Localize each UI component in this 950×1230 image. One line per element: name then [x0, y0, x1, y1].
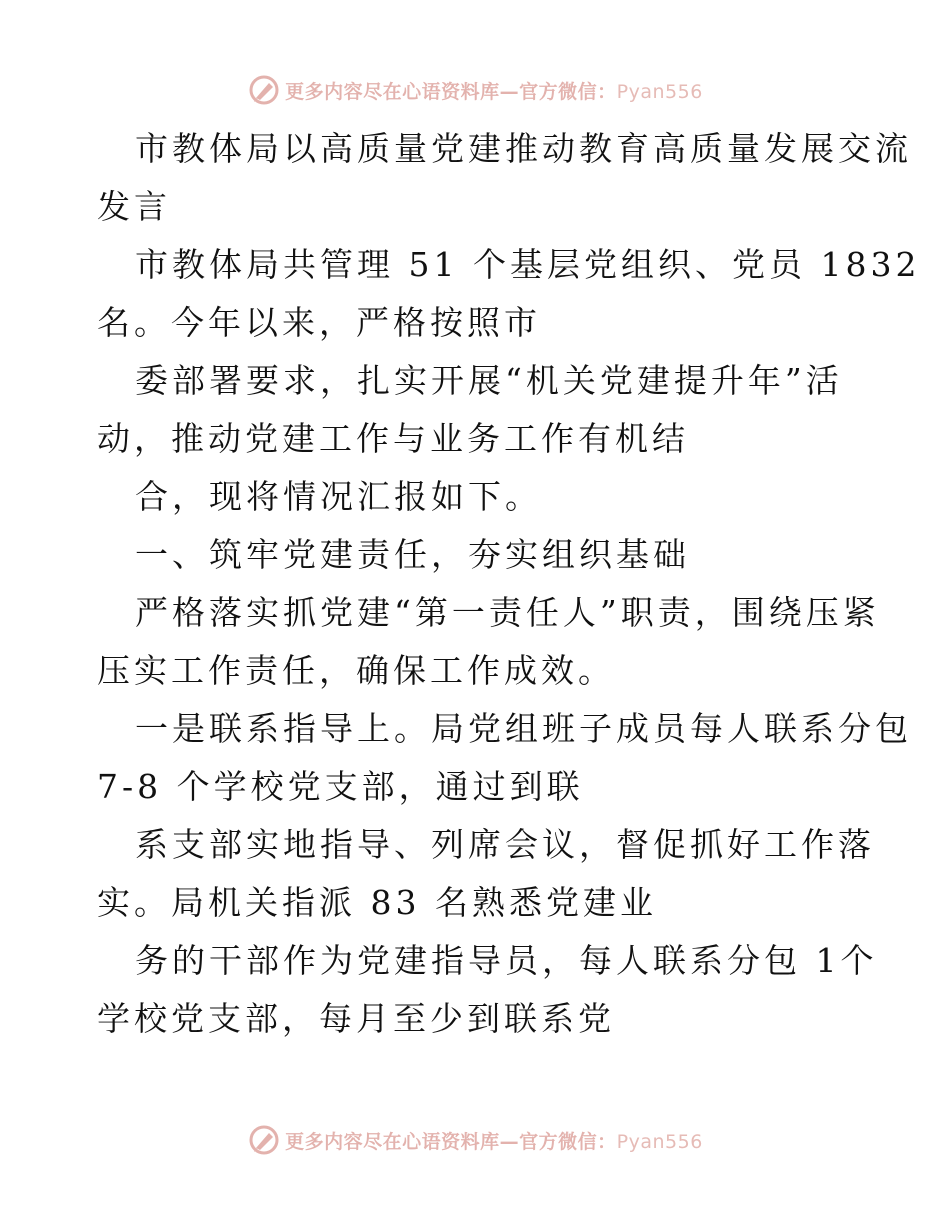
paragraph-line: 实。局机关指派 83 名熟悉党建业: [97, 883, 657, 922]
paragraph-line: 一是联系指导上。局党组班子成员每人联系分包: [135, 709, 912, 748]
paragraph-line: 务的干部作为党建指导员，每人联系分包 1个: [135, 941, 878, 980]
document-body: [97, 120, 921, 1048]
watermark-wechat-id: Pyan556: [616, 80, 703, 103]
header-watermark: [0, 70, 950, 110]
paragraph-line: 委部署要求，扎实开展“机关党建提升年”活: [135, 361, 843, 400]
pen-logo-icon: [247, 1123, 281, 1157]
paragraph-line: 压实工作责任，确保工作成效。: [97, 651, 615, 690]
paragraph-line: 严格落实抓党建“第一责任人”职责，围绕压紧: [135, 593, 880, 632]
section-heading: 一、筑牢党建责任，夯实组织基础: [135, 535, 690, 574]
paragraph-line: 市教体局共管理 51 个基层党组织、党员 1832: [135, 245, 921, 284]
watermark-text: [285, 77, 703, 104]
paragraph-line: 学校党支部，每月至少到联系党: [97, 999, 615, 1038]
paragraph-line: 系支部实地指导、列席会议，督促抓好工作落: [135, 825, 875, 864]
doc-title-line-1: 市教体局以高质量党建推动教育高质量发展交流: [135, 129, 912, 168]
doc-title-line-2: 发言: [97, 187, 171, 226]
watermark-label: 更多内容尽在心语资料库—官方微信：: [285, 80, 617, 103]
paragraph-line: 7-8 个学校党支部，通过到联: [97, 767, 584, 806]
pen-logo-icon: [247, 73, 281, 107]
paragraph-line: 名。今年以来，严格按照市: [97, 303, 541, 342]
watermark-wechat-id: Pyan556: [616, 1130, 703, 1153]
watermark-label: 更多内容尽在心语资料库—官方微信：: [285, 1130, 617, 1153]
paragraph-line: 合，现将情况汇报如下。: [135, 477, 542, 516]
watermark-text: [285, 1127, 703, 1154]
footer-watermark: [0, 1120, 950, 1160]
paragraph-line: 动，推动党建工作与业务工作有机结: [97, 419, 689, 458]
